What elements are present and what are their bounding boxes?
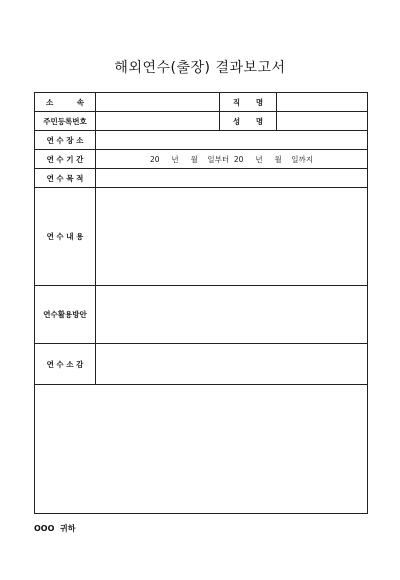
row-blank-area (35, 385, 368, 514)
row-purpose (35, 169, 368, 188)
addressee-footer: OOO 귀하 (34, 524, 76, 533)
resident-id-label: 주민등록번호 (35, 112, 96, 131)
row-resident-id (35, 112, 368, 131)
purpose-label: 연 수 목 적 (35, 169, 96, 188)
document-title: 해외연수(출장) 결과보고서 (114, 60, 286, 76)
application-field[interactable] (96, 286, 368, 344)
resident-id-field[interactable] (96, 112, 220, 131)
blank-writing-area[interactable] (35, 385, 368, 514)
affiliation-field[interactable] (96, 93, 220, 112)
row-content (35, 188, 368, 286)
location-field[interactable] (96, 131, 368, 150)
period-label: 연 수 기 간 (35, 150, 96, 169)
name-label: 성 명 (220, 112, 277, 131)
content-field[interactable] (96, 188, 368, 286)
purpose-field[interactable] (96, 169, 368, 188)
row-period (35, 150, 368, 169)
content-label: 연 수 내 용 (35, 188, 96, 286)
position-label: 직 명 (220, 93, 277, 112)
name-field[interactable] (277, 112, 368, 131)
row-location (35, 131, 368, 150)
row-impression (35, 344, 368, 385)
report-form-table (34, 92, 368, 514)
location-label: 연 수 장 소 (35, 131, 96, 150)
row-application (35, 286, 368, 344)
period-field[interactable]: 20 년 월 일부터 20 년 월 일까지 (96, 150, 368, 169)
row-affiliation (35, 93, 368, 112)
position-field[interactable] (277, 93, 368, 112)
impression-label: 연 수 소 감 (35, 344, 96, 385)
affiliation-label: 소 속 (35, 93, 96, 112)
application-label: 연수활용방안 (35, 286, 96, 344)
impression-field[interactable] (96, 344, 368, 385)
